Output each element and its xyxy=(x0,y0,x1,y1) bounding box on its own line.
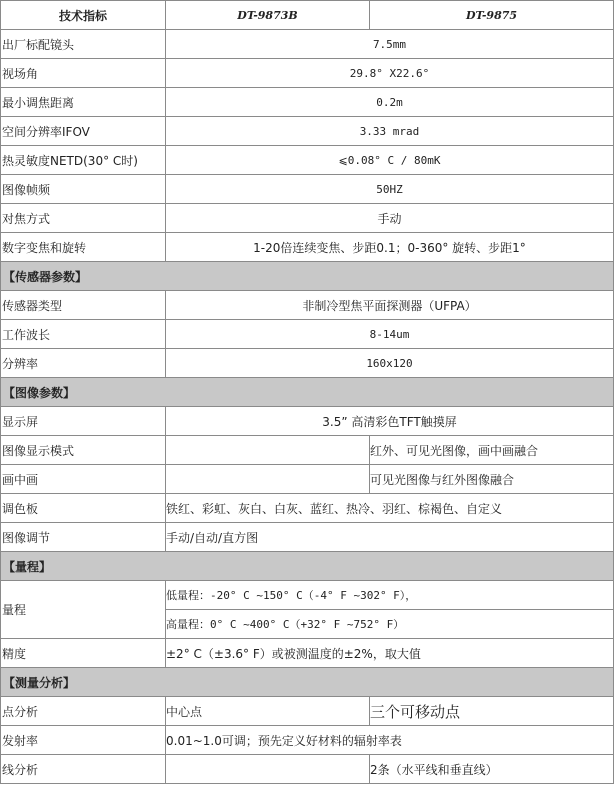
spec-header: 技术指标 xyxy=(1,1,166,30)
section-header-measure xyxy=(1,668,614,697)
section-header-sensor xyxy=(1,262,614,291)
row-label: 对焦方式 xyxy=(1,204,166,233)
model-b-header: DT-9875 xyxy=(370,1,614,30)
row-value: 160x120 xyxy=(166,349,614,378)
row-label: 画中画 xyxy=(1,465,166,494)
row-label: 精度 xyxy=(1,639,166,668)
row-value-b: 2条（水平线和垂直线） xyxy=(370,755,614,784)
row-value: 0.01~1.0可调；预先定义好材料的辐射率表 xyxy=(166,726,614,755)
row-value: 铁红、彩虹、灰白、白灰、蓝红、热冷、羽红、棕褐色、自定义 xyxy=(166,494,614,523)
row-value: 手动/自动/直方图 xyxy=(166,523,614,552)
row-label: 数字变焦和旋转 xyxy=(1,233,166,262)
table-header-row xyxy=(1,1,614,30)
table-row xyxy=(1,30,614,59)
row-value: 非制冷型焦平面探测器（UFPA） xyxy=(166,291,614,320)
table-row xyxy=(1,581,614,610)
table-row xyxy=(1,523,614,552)
row-value: 50HZ xyxy=(166,175,614,204)
row-value: 0.2m xyxy=(166,88,614,117)
row-value-a xyxy=(166,465,370,494)
table-row xyxy=(1,88,614,117)
table-row xyxy=(1,436,614,465)
row-label: 空间分辨率IFOV xyxy=(1,117,166,146)
row-value: 29.8° X22.6° xyxy=(166,59,614,88)
row-label: 图像调节 xyxy=(1,523,166,552)
section-title: 【传感器参数】 xyxy=(1,262,614,291)
table-row xyxy=(1,349,614,378)
row-label: 图像显示模式 xyxy=(1,436,166,465)
row-label: 分辨率 xyxy=(1,349,166,378)
section-title: 【量程】 xyxy=(1,552,614,581)
row-label: 热灵敏度NETD(30° C时) xyxy=(1,146,166,175)
row-label: 视场角 xyxy=(1,59,166,88)
table-row xyxy=(1,291,614,320)
table-row xyxy=(1,697,614,726)
table-row xyxy=(1,639,614,668)
range-high: 高量程：0° C ~400° C（+32° F ~752° F） xyxy=(166,610,614,639)
section-title: 【图像参数】 xyxy=(1,378,614,407)
section-header-range xyxy=(1,552,614,581)
row-label: 出厂标配镜头 xyxy=(1,30,166,59)
row-label: 显示屏 xyxy=(1,407,166,436)
table-row xyxy=(1,146,614,175)
row-value: 3.33 mrad xyxy=(166,117,614,146)
row-label: 量程 xyxy=(1,581,166,639)
section-title: 【测量分析】 xyxy=(1,668,614,697)
table-row xyxy=(1,407,614,436)
row-label: 工作波长 xyxy=(1,320,166,349)
row-value-b: 可见光图像与红外图像融合 xyxy=(370,465,614,494)
row-value-a xyxy=(166,755,370,784)
row-value: 手动 xyxy=(166,204,614,233)
row-value: ⩽0.08° C / 80mK xyxy=(166,146,614,175)
row-value-a: 中心点 xyxy=(166,697,370,726)
table-row xyxy=(1,175,614,204)
row-label: 传感器类型 xyxy=(1,291,166,320)
row-value: 7.5mm xyxy=(166,30,614,59)
row-label: 线分析 xyxy=(1,755,166,784)
row-label: 最小调焦距离 xyxy=(1,88,166,117)
row-value-b: 三个可移动点 xyxy=(370,697,614,726)
table-row xyxy=(1,494,614,523)
row-value: 1-20倍连续变焦、步距0.1；0-360° 旋转、步距1° xyxy=(166,233,614,262)
section-header-image xyxy=(1,378,614,407)
table-row xyxy=(1,233,614,262)
row-label: 点分析 xyxy=(1,697,166,726)
row-value: ±2° C（±3.6° F）或被测温度的±2%，取大值 xyxy=(166,639,614,668)
table-row xyxy=(1,204,614,233)
row-value-b: 红外、可见光图像，画中画融合 xyxy=(370,436,614,465)
row-label: 发射率 xyxy=(1,726,166,755)
row-value-a xyxy=(166,436,370,465)
row-value: 3.5” 高清彩色TFT触摸屏 xyxy=(166,407,614,436)
model-a-header: DT-9873B xyxy=(166,1,370,30)
row-value: 8-14um xyxy=(166,320,614,349)
table-row xyxy=(1,117,614,146)
table-row xyxy=(1,465,614,494)
table-row xyxy=(1,320,614,349)
row-label: 调色板 xyxy=(1,494,166,523)
row-label: 图像帧频 xyxy=(1,175,166,204)
table-row xyxy=(1,755,614,784)
range-low: 低量程：-20° C ~150° C（-4° F ~302° F）， xyxy=(166,581,614,610)
table-row xyxy=(1,726,614,755)
table-row xyxy=(1,59,614,88)
